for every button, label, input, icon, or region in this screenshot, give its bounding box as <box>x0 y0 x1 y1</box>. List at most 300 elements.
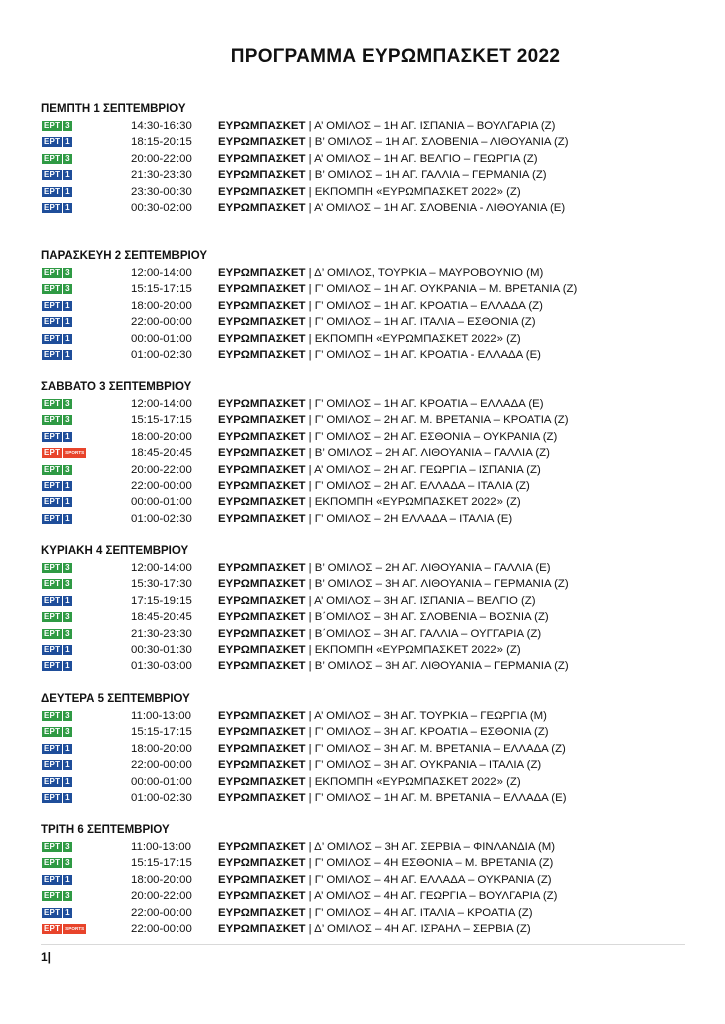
program-description <box>218 265 543 281</box>
channel-logo-number: 3 <box>65 464 70 474</box>
program-name: ΕΥΡΩΜΠΑΣΚΕΤ <box>218 283 306 296</box>
schedule-row <box>41 839 701 855</box>
program-details: | ΕΚΠΟΜΠΗ «ΕΥΡΩΜΠΑΣΚΕΤ 2022» (Ζ) <box>305 775 521 788</box>
channel-logo-number: SPORTS <box>63 448 86 458</box>
day-title: ΣΑΒΒΑΤΟ 3 ΣΕΠΤΕΜΒΡΙΟΥ <box>41 381 192 393</box>
program-description <box>218 724 549 740</box>
program-description <box>218 905 533 921</box>
schedule-row <box>41 184 701 200</box>
program-details: | Β΄ΟΜΙΛΟΣ – 3Η ΑΓ. ΣΛΟΒΕΝΙΑ – ΒΟΣΝΙΑ (Ζ) <box>305 611 549 624</box>
channel-logo-text: ΕΡΤ <box>44 595 61 605</box>
channel-logo-number: 1 <box>65 349 70 359</box>
channel-logo-icon <box>42 137 72 147</box>
channel-logo-icon <box>42 432 72 442</box>
program-description <box>218 184 521 200</box>
program-details: | Β’ ΟΜΙΛΟΣ – 3Η ΑΓ. ΛΙΘΟΥΑΝΙΑ – ΓΕΡΜΑΝΙΑ (Ζ) <box>305 660 569 673</box>
schedule-row <box>41 200 701 216</box>
time-slot: 15:15-17:15 <box>131 283 192 296</box>
program-name: ΕΥΡΩΜΠΑΣΚΕΤ <box>218 759 306 772</box>
schedule-row <box>41 855 701 871</box>
program-description <box>218 658 569 674</box>
program-details: | ΕΚΠΟΜΠΗ «ΕΥΡΩΜΠΑΣΚΕΤ 2022» (Ζ) <box>305 496 521 509</box>
program-name: ΕΥΡΩΜΠΑΣΚΕΤ <box>218 348 306 361</box>
schedule-row <box>41 888 701 904</box>
channel-logo-text: ΕΡΤ <box>44 858 61 868</box>
program-details: | Δ’ ΟΜΙΛΟΣ – 4Η ΑΓ. ΙΣΡΑΗΛ – ΣΕΡΒΙΑ (Ζ) <box>305 922 531 935</box>
channel-logo-icon <box>42 908 72 918</box>
time-slot: 22:00-00:00 <box>131 906 192 919</box>
day-section <box>41 248 701 363</box>
program-details: | Γ’ ΟΜΙΛΟΣ – 3Η ΑΓ. Μ. ΒΡΕΤΑΝΙΑ – ΕΛΛΑΔΑ (Ζ) <box>305 742 566 755</box>
channel-logo-icon <box>42 858 72 868</box>
channel-logo-text: ΕΡΤ <box>44 333 61 343</box>
page-number: 1| <box>41 950 52 964</box>
channel-logo-number: 1 <box>65 743 70 753</box>
day-title: ΔΕΥΤΕΡΑ 5 ΣΕΠΤΕΜΒΡΙΟΥ <box>41 693 190 705</box>
program-description <box>218 708 547 724</box>
channel-logo-icon <box>42 448 86 458</box>
time-slot: 12:00-14:00 <box>131 267 192 279</box>
day-section <box>41 691 701 806</box>
channel-logo-number: 3 <box>65 858 70 868</box>
channel-logo-text: ΕΡΤ <box>44 284 61 294</box>
channel-logo-text: ΕΡΤ <box>44 792 61 802</box>
time-slot: 18:45-20:45 <box>131 611 192 624</box>
channel-logo-number: 3 <box>65 628 70 638</box>
program-description <box>218 429 557 445</box>
program-description <box>218 134 569 150</box>
channel-logo-text: ΕΡΤ <box>44 842 61 851</box>
program-details: | Β’ ΟΜΙΛΟΣ – 1Η ΑΓ. ΓΑΛΛΙΑ – ΓΕΡΜΑΝΙΑ (Ζ) <box>305 169 547 182</box>
program-details: | ΕΚΠΟΜΠΗ «ΕΥΡΩΜΠΑΣΚΕΤ 2022» (Ζ) <box>305 332 521 345</box>
program-details: | Γ’ ΟΜΙΛΟΣ – 4Η ΕΣΘΟΝΙΑ – Μ. ΒΡΕΤΑΝΙΑ (Ζ) <box>305 857 554 870</box>
channel-logo-icon <box>42 121 72 131</box>
channel-logo-icon <box>42 170 72 180</box>
program-details: | Γ’ ΟΜΙΛΟΣ – 4Η ΑΓ. ΕΛΛΑΔΑ – ΟΥΚΡΑΝΙΑ (Ζ) <box>305 873 552 886</box>
program-name: ΕΥΡΩΜΠΑΣΚΕΤ <box>218 136 306 149</box>
program-description <box>218 576 569 592</box>
time-slot: 00:30-02:00 <box>131 201 192 214</box>
channel-logo-text: ΕΡΤ <box>44 513 61 523</box>
channel-logo-number: 1 <box>65 776 70 786</box>
channel-logo-number: 3 <box>65 891 70 901</box>
program-description <box>218 281 577 297</box>
program-name: ΕΥΡΩΜΠΑΣΚΕΤ <box>218 562 306 574</box>
channel-logo-text: ΕΡΤ <box>44 317 61 327</box>
program-name: ΕΥΡΩΜΠΑΣΚΕΤ <box>218 578 306 591</box>
channel-logo-icon <box>42 579 72 589</box>
channel-logo-number: 3 <box>65 842 70 851</box>
channel-logo-text: ΕΡΤ <box>44 431 61 441</box>
channel-logo-text: ΕΡΤ <box>44 644 61 654</box>
channel-logo-icon <box>42 481 72 491</box>
time-slot: 12:00-14:00 <box>131 398 192 410</box>
channel-logo-icon <box>42 497 72 507</box>
channel-logo-text: ΕΡΤ <box>44 202 61 212</box>
time-slot: 00:00-01:00 <box>131 775 192 788</box>
schedule-row <box>41 921 701 937</box>
program-details: | Γ’ ΟΜΙΛΟΣ – 1Η ΑΓ. ΟΥΚΡΑΝΙΑ – Μ. ΒΡΕΤΑΝΙΑ (Ζ) <box>305 283 578 296</box>
channel-logo-number: 3 <box>65 563 70 572</box>
time-slot: 01:30-03:00 <box>131 660 192 673</box>
channel-logo-icon <box>42 891 72 901</box>
program-details: | Γ’ ΟΜΙΛΟΣ – 1Η ΑΓ. ΚΡΟΑΤΙΑ – ΕΛΛΑΔΑ (Ζ) <box>305 299 543 312</box>
program-name: ΕΥΡΩΜΠΑΣΚΕΤ <box>218 742 306 755</box>
program-details: | Γ’ ΟΜΙΛΟΣ – 2Η ΑΓ. ΕΣΘΟΝΙΑ – ΟΥΚΡΑΝΙΑ (Ζ) <box>305 430 558 443</box>
time-slot: 00:30-01:30 <box>131 643 192 656</box>
program-name: ΕΥΡΩΜΠΑΣΚΕΤ <box>218 726 306 739</box>
time-slot: 15:15-17:15 <box>131 857 192 870</box>
program-description <box>218 445 550 461</box>
program-description <box>218 167 547 183</box>
channel-logo-text: ΕΡΤ <box>44 661 61 671</box>
program-details: | Γ’ ΟΜΙΛΟΣ – 3Η ΑΓ. ΚΡΟΑΤΙΑ – ΕΣΘΟΝΙΑ (Ζ) <box>305 726 549 739</box>
schedule-row <box>41 609 701 625</box>
program-name: ΕΥΡΩΜΠΑΣΚΕΤ <box>218 841 306 853</box>
channel-logo-text: ΕΡΤ <box>44 268 61 277</box>
channel-logo-icon <box>42 301 72 311</box>
time-slot: 20:00-22:00 <box>131 463 192 476</box>
time-slot: 22:00-00:00 <box>131 922 192 935</box>
schedule-row <box>41 560 701 576</box>
time-slot: 01:00-02:30 <box>131 512 192 525</box>
channel-logo-text: ΕΡΤ <box>44 186 61 196</box>
channel-logo-icon <box>42 596 72 606</box>
channel-logo-text: ΕΡΤ <box>44 497 61 507</box>
channel-logo-text: ΕΡΤ <box>44 121 61 130</box>
time-slot: 21:30-23:30 <box>131 627 192 640</box>
channel-logo-text: ΕΡΤ <box>44 760 61 770</box>
program-name: ΕΥΡΩΜΠΑΣΚΕΤ <box>218 775 306 788</box>
program-details: | ΕΚΠΟΜΠΗ «ΕΥΡΩΜΠΑΣΚΕΤ 2022» (Ζ) <box>305 643 521 656</box>
schedule-row <box>41 298 701 314</box>
day-title: ΚΥΡΙΑΚΗ 4 ΣΕΠΤΕΜΒΡΙΟΥ <box>41 545 189 557</box>
program-details: | Γ’ ΟΜΙΛΟΣ – 1Η ΑΓ. ΚΡΟΑΤΙΑ – ΕΛΛΑΔΑ (Ε) <box>305 398 544 410</box>
program-details: | Α’ ΟΜΙΛΟΣ – 3Η ΑΓ. ΤΟΥΡΚΙΑ – ΓΕΩΡΓΙΑ (Μ) <box>305 710 547 722</box>
channel-logo-number: 3 <box>65 268 70 277</box>
program-name: ΕΥΡΩΜΠΑΣΚΕΤ <box>218 463 306 476</box>
channel-logo-number: 1 <box>65 300 70 310</box>
program-details: | Γ’ ΟΜΙΛΟΣ – 2Η ΑΓ. ΕΛΛΑΔΑ – ΙΤΑΛΙΑ (Ζ) <box>305 479 530 492</box>
channel-logo-icon <box>42 317 72 327</box>
channel-logo-number: 3 <box>65 711 70 720</box>
time-slot: 21:30-23:30 <box>131 169 192 182</box>
schedule-row <box>41 265 701 281</box>
program-description <box>218 888 557 904</box>
channel-logo-icon <box>42 711 72 721</box>
time-slot: 20:00-22:00 <box>131 890 192 903</box>
channel-logo-text: ΕΡΤ <box>44 907 61 917</box>
program-details: | Α’ ΟΜΙΛΟΣ – 3Η ΑΓ. ΙΣΠΑΝΙΑ – ΒΕΛΓΙΟ (Ζ) <box>305 594 536 607</box>
program-details: | Δ’ ΟΜΙΛΟΣ, ΤΟΥΡΚΙΑ – ΜΑΥΡΟΒΟΥΝΙΟ (Μ) <box>305 267 544 279</box>
channel-logo-number: 3 <box>65 399 70 408</box>
channel-logo-text: ΕΡΤ <box>44 743 61 753</box>
schedule-row <box>41 396 701 412</box>
channel-logo-number: SPORTS <box>63 924 86 934</box>
schedule-row <box>41 429 701 445</box>
schedule-row <box>41 494 701 510</box>
program-description <box>218 642 521 658</box>
channel-logo-icon <box>42 661 72 671</box>
channel-logo-icon <box>42 563 72 573</box>
program-description <box>218 560 551 576</box>
day-section <box>41 101 701 216</box>
time-slot: 20:00-22:00 <box>131 152 192 165</box>
day-title: ΤΡΙΤΗ 6 ΣΕΠΤΕΜΒΡΙΟΥ <box>41 824 170 836</box>
channel-logo-text: ΕΡΤ <box>44 399 61 408</box>
channel-logo-number: 3 <box>65 121 70 130</box>
channel-logo-text: ΕΡΤ <box>44 711 61 720</box>
channel-logo-text: ΕΡΤ <box>44 464 61 474</box>
program-description <box>218 298 543 314</box>
program-details: | Β’ ΟΜΙΛΟΣ – 2Η ΑΓ. ΛΙΘΟΥΑΝΙΑ – ΓΑΛΛΙΑ (Ζ) <box>305 447 550 460</box>
channel-logo-number: 1 <box>65 661 70 671</box>
program-name: ΕΥΡΩΜΠΑΣΚΕΤ <box>218 152 306 165</box>
channel-logo-number: 1 <box>65 480 70 490</box>
program-name: ΕΥΡΩΜΠΑΣΚΕΤ <box>218 169 306 182</box>
program-name: ΕΥΡΩΜΠΑΣΚΕΤ <box>218 430 306 443</box>
program-name: ΕΥΡΩΜΠΑΣΚΕΤ <box>218 185 306 198</box>
program-description <box>218 151 538 167</box>
program-name: ΕΥΡΩΜΠΑΣΚΕΤ <box>218 414 306 427</box>
program-name: ΕΥΡΩΜΠΑΣΚΕΤ <box>218 627 306 640</box>
channel-logo-icon <box>42 744 72 754</box>
channel-logo-text: ΕΡΤ <box>44 612 61 622</box>
schedule-row <box>41 151 701 167</box>
schedule-row <box>41 511 701 527</box>
channel-logo-number: 3 <box>65 579 70 589</box>
schedule-row <box>41 658 701 674</box>
channel-logo-text: ΕΡΤ <box>44 776 61 786</box>
schedule-row <box>41 314 701 330</box>
time-slot: 23:30-00:30 <box>131 185 192 198</box>
program-details: | Γ’ ΟΜΙΛΟΣ – 1Η ΑΓ. ΚΡΟΑΤΙΑ - ΕΛΛΑΔΑ (Ε) <box>305 348 541 361</box>
program-description <box>218 790 567 806</box>
time-slot: 22:00-00:00 <box>131 479 192 492</box>
channel-logo-icon <box>42 154 72 164</box>
schedule-row <box>41 708 701 724</box>
channel-logo-text: ΕΡΤ <box>44 874 61 884</box>
channel-logo-number: 3 <box>65 727 70 737</box>
channel-logo-icon <box>42 924 86 934</box>
schedule-row <box>41 347 701 363</box>
program-name: ΕΥΡΩΜΠΑΣΚΕΤ <box>218 906 306 919</box>
schedule-row <box>41 167 701 183</box>
channel-logo-number: 1 <box>65 760 70 770</box>
program-name: ΕΥΡΩΜΠΑΣΚΕΤ <box>218 120 306 132</box>
schedule-row <box>41 462 701 478</box>
channel-logo-icon <box>42 875 72 885</box>
program-description <box>218 511 512 527</box>
channel-logo-icon <box>42 793 72 803</box>
program-details: | Β’ ΟΜΙΛΟΣ – 3Η ΑΓ. ΛΙΘΟΥΑΝΙΑ – ΓΕΡΜΑΝΙΑ (Ζ) <box>305 578 569 591</box>
program-name: ΕΥΡΩΜΠΑΣΚΕΤ <box>218 299 306 312</box>
channel-logo-number: 1 <box>65 317 70 327</box>
time-slot: 12:00-14:00 <box>131 562 192 574</box>
program-name: ΕΥΡΩΜΠΑΣΚΕΤ <box>218 660 306 673</box>
channel-logo-number: 1 <box>65 907 70 917</box>
program-description <box>218 494 521 510</box>
program-description <box>218 855 553 871</box>
program-name: ΕΥΡΩΜΠΑΣΚΕΤ <box>218 479 306 492</box>
day-title: ΠΕΜΠΤΗ 1 ΣΕΠΤΕΜΒΡΙΟΥ <box>41 103 186 115</box>
channel-logo-text: ΕΡΤ <box>44 415 61 425</box>
program-details: | Γ’ ΟΜΙΛΟΣ – 1Η ΑΓ. ΙΤΑΛΙΑ – ΕΣΘΟΝΙΑ (Ζ) <box>305 316 536 329</box>
channel-logo-icon <box>42 203 72 213</box>
channel-logo-icon <box>42 727 72 737</box>
program-description <box>218 412 569 428</box>
channel-logo-text: ΕΡΤ <box>44 628 61 638</box>
program-name: ΕΥΡΩΜΠΑΣΚΕΤ <box>218 643 306 656</box>
program-name: ΕΥΡΩΜΠΑΣΚΕΤ <box>218 857 306 870</box>
program-description <box>218 626 541 642</box>
time-slot: 01:00-02:30 <box>131 348 192 361</box>
program-name: ΕΥΡΩΜΠΑΣΚΕΤ <box>218 791 306 804</box>
program-details: | Δ’ ΟΜΙΛΟΣ – 3Η ΑΓ. ΣΕΡΒΙΑ – ΦΙΝΛΑΝΔΙΑ (Μ) <box>305 841 556 853</box>
channel-logo-icon <box>42 415 72 425</box>
time-slot: 00:00-01:00 <box>131 332 192 345</box>
program-description <box>218 331 521 347</box>
channel-logo-icon <box>42 645 72 655</box>
time-slot: 18:45-20:45 <box>131 447 192 460</box>
channel-logo-icon <box>42 284 72 294</box>
schedule-row <box>41 905 701 921</box>
time-slot: 18:15-20:15 <box>131 136 192 149</box>
channel-logo-text: ΕΡΤ <box>44 349 61 359</box>
time-slot: 22:00-00:00 <box>131 759 192 772</box>
channel-logo-text: ΕΡΤ <box>44 300 61 310</box>
schedule-row <box>41 445 701 461</box>
channel-logo-icon <box>42 465 72 475</box>
day-section <box>41 543 701 675</box>
program-details: | Α’ ΟΜΙΛΟΣ – 4Η ΑΓ. ΓΕΩΡΓΙΑ – ΒΟΥΛΓΑΡΙΑ (Ζ) <box>305 890 558 903</box>
time-slot: 18:00-20:00 <box>131 742 192 755</box>
program-name: ΕΥΡΩΜΠΑΣΚΕΤ <box>218 398 306 410</box>
schedule-row <box>41 626 701 642</box>
channel-logo-text: ΕΡΤ <box>44 563 61 572</box>
channel-logo-text: ΕΡΤ <box>44 448 61 458</box>
schedule-row <box>41 642 701 658</box>
day-title: ΠΑΡΑΣΚΕΥΗ 2 ΣΕΠΤΕΜΒΡΙΟΥ <box>41 250 207 262</box>
schedule-row <box>41 757 701 773</box>
program-details: | Α’ ΟΜΙΛΟΣ – 1Η ΑΓ. ΙΣΠΑΝΙΑ – ΒΟΥΛΓΑΡΙΑ (Ζ) <box>305 120 556 132</box>
time-slot: 01:00-02:30 <box>131 791 192 804</box>
footer-divider <box>41 944 685 945</box>
channel-logo-icon <box>42 514 72 524</box>
program-description <box>218 478 530 494</box>
channel-logo-number: 1 <box>65 186 70 196</box>
day-section <box>41 379 701 527</box>
program-details: | Γ’ ΟΜΙΛΟΣ – 2Η ΑΓ. Μ. ΒΡΕΤΑΝΙΑ – ΚΡΟΑΤΙΑ (Ζ) <box>305 414 569 427</box>
channel-logo-text: ΕΡΤ <box>44 170 61 180</box>
time-slot: 15:15-17:15 <box>131 414 192 427</box>
time-slot: 18:00-20:00 <box>131 430 192 443</box>
channel-logo-text: ΕΡΤ <box>44 137 61 147</box>
program-details: | Α’ ΟΜΙΛΟΣ – 1Η ΑΓ. ΒΕΛΓΙΟ – ΓΕΩΡΓΙΑ (Ζ) <box>305 152 538 165</box>
program-name: ΕΥΡΩΜΠΑΣΚΕΤ <box>218 332 306 345</box>
program-description <box>218 609 549 625</box>
day-section <box>41 822 701 937</box>
program-details: | Β’ ΟΜΙΛΟΣ – 2Η ΑΓ. ΛΙΘΟΥΑΝΙΑ – ΓΑΛΛΙΑ (Ε) <box>305 562 551 574</box>
schedule-row <box>41 872 701 888</box>
channel-logo-number: 1 <box>65 874 70 884</box>
schedule-row <box>41 774 701 790</box>
channel-logo-text: ΕΡΤ <box>44 480 61 490</box>
time-slot: 00:00-01:00 <box>131 496 192 509</box>
channel-logo-icon <box>42 187 72 197</box>
channel-logo-icon <box>42 629 72 639</box>
channel-logo-number: 1 <box>65 792 70 802</box>
program-description <box>218 347 541 363</box>
program-name: ΕΥΡΩΜΠΑΣΚΕΤ <box>218 496 306 509</box>
channel-logo-number: 1 <box>65 644 70 654</box>
program-name: ΕΥΡΩΜΠΑΣΚΕΤ <box>218 611 306 624</box>
program-name: ΕΥΡΩΜΠΑΣΚΕΤ <box>218 201 306 214</box>
program-description <box>218 396 544 412</box>
channel-logo-number: 1 <box>65 431 70 441</box>
program-name: ΕΥΡΩΜΠΑΣΚΕΤ <box>218 316 306 329</box>
program-name: ΕΥΡΩΜΠΑΣΚΕΤ <box>218 447 306 460</box>
channel-logo-icon <box>42 612 72 622</box>
program-details: | Α’ ΟΜΙΛΟΣ – 2Η ΑΓ. ΓΕΩΡΓΙΑ – ΙΣΠΑΝΙΑ (Ζ) <box>305 463 541 476</box>
program-details: | Β΄ΟΜΙΛΟΣ – 3Η ΑΓ. ΓΑΛΛΙΑ – ΟΥΓΓΑΡΙΑ (Ζ) <box>305 627 542 640</box>
channel-logo-icon <box>42 350 72 360</box>
program-details: | Β’ ΟΜΙΛΟΣ – 1Η ΑΓ. ΣΛΟΒΕΝΙΑ – ΛΙΘΟΥΑΝΙΑ (Ζ) <box>305 136 569 149</box>
program-details: | Γ’ ΟΜΙΛΟΣ – 1Η ΑΓ. Μ. ΒΡΕΤΑΝΙΑ – ΕΛΛΑΔΑ (Ε) <box>305 791 567 804</box>
program-description <box>218 757 541 773</box>
program-description <box>218 839 555 855</box>
schedule-row <box>41 790 701 806</box>
channel-logo-text: ΕΡΤ <box>44 923 61 933</box>
channel-logo-icon <box>42 268 72 278</box>
schedule-row <box>41 478 701 494</box>
channel-logo-icon <box>42 334 72 344</box>
program-name: ΕΥΡΩΜΠΑΣΚΕΤ <box>218 873 306 886</box>
channel-logo-icon <box>42 760 72 770</box>
program-description <box>218 872 552 888</box>
channel-logo-icon <box>42 777 72 787</box>
program-name: ΕΥΡΩΜΠΑΣΚΕΤ <box>218 267 306 279</box>
channel-logo-number: 1 <box>65 170 70 180</box>
channel-logo-text: ΕΡΤ <box>44 579 61 589</box>
program-details: | Γ’ ΟΜΙΛΟΣ – 3Η ΑΓ. ΟΥΚΡΑΝΙΑ – ΙΤΑΛΙΑ (Ζ) <box>305 759 542 772</box>
program-description <box>218 118 555 134</box>
program-name: ΕΥΡΩΜΠΑΣΚΕΤ <box>218 890 306 903</box>
channel-logo-number: 1 <box>65 595 70 605</box>
channel-logo-number: 3 <box>65 153 70 163</box>
channel-logo-number: 1 <box>65 497 70 507</box>
program-details: | Γ’ ΟΜΙΛΟΣ – 2Η ΕΛΛΑΔΑ – ΙΤΑΛΙΑ (Ε) <box>305 512 513 525</box>
program-description <box>218 741 566 757</box>
channel-logo-text: ΕΡΤ <box>44 727 61 737</box>
channel-logo-number: 3 <box>65 415 70 425</box>
channel-logo-number: 1 <box>65 202 70 212</box>
time-slot: 18:00-20:00 <box>131 299 192 312</box>
program-description <box>218 921 531 937</box>
program-description <box>218 200 565 216</box>
program-name: ΕΥΡΩΜΠΑΣΚΕΤ <box>218 922 306 935</box>
time-slot: 11:00-13:00 <box>131 710 191 722</box>
program-description <box>218 462 541 478</box>
program-details: | Α’ ΟΜΙΛΟΣ – 1Η ΑΓ. ΣΛΟΒΕΝΙΑ - ΛΙΘΟΥΑΝΙΑ (Ε) <box>305 201 566 214</box>
channel-logo-number: 3 <box>65 284 70 294</box>
channel-logo-number: 1 <box>65 333 70 343</box>
program-name: ΕΥΡΩΜΠΑΣΚΕΤ <box>218 710 306 722</box>
channel-logo-number: 1 <box>65 513 70 523</box>
channel-logo-icon <box>42 399 72 409</box>
time-slot: 17:15-19:15 <box>131 594 192 607</box>
schedule-row <box>41 741 701 757</box>
